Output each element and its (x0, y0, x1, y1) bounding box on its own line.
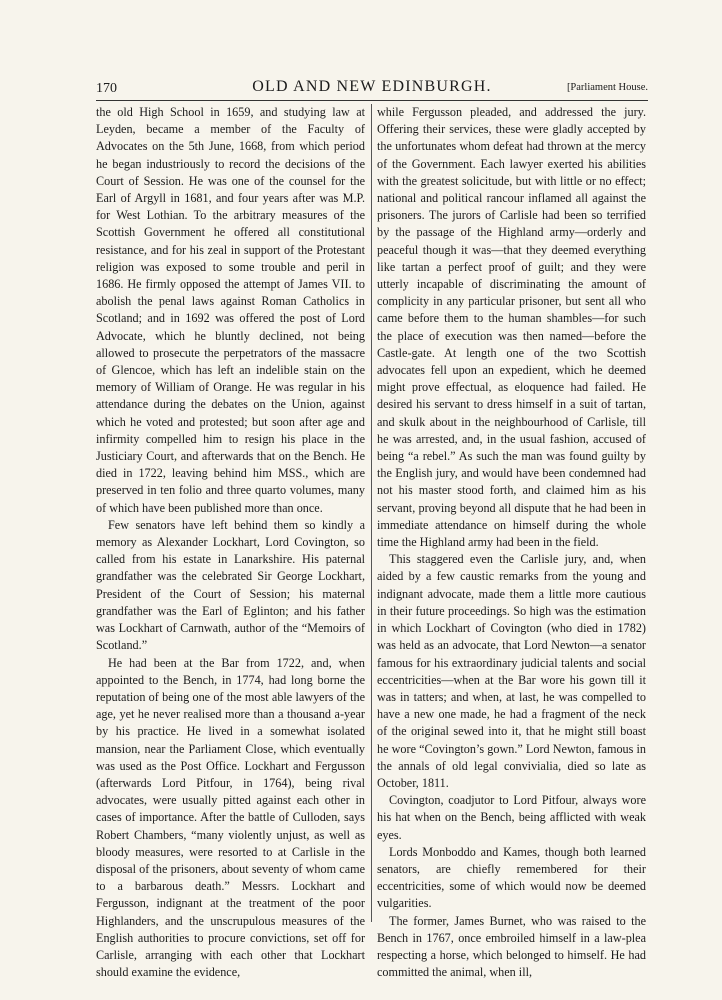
header-rule (96, 100, 648, 101)
running-title: OLD AND NEW EDINBURGH. (252, 78, 492, 95)
paragraph: The former, James Burnet, who was raised to the Bench in 1767, once embroiled himself in a law-plea respecting a horse, which belonged to himself. He had committed the animal, when ill, (377, 913, 646, 980)
section-label: [Parliament House. (566, 82, 648, 93)
paragraph: Lords Monboddo and Kames, though both learned senators, are chiefly remembered for their eccentricities, some of which would now be deemed vulgarities. (377, 844, 646, 911)
paragraph: This staggered even the Carlisle jury, and, when aided by a few caustic remarks from the young and indignant advocate, made them a little more cautious in their future proceedings. So high was the estimation in which Lockhart of Covington (who died in 1782) was held as an advocate, that Lord Newton—a senator famous for his extraordinary judicial talents and social eccentricities—when at the Bar wore his gown till it was in tatters; and when, at last, he was compelled to have a new one made, he had a fragment of the neck of the original sewed into it, that he might still boast he wore “Covington’s gown.” Lord Newton, famous in the annals of old legal convivialia, died so late as October, 1811. (377, 552, 646, 790)
paragraph: while Fergusson pleaded, and addressed the jury. Offering their services, these were gladly accepted by the unfortunates whom defeat had thrown at the mercy of the Government. Each lawyer exerted his abilities with the greatest solicitude, but with little or no effect; national and political rancour inflamed all against the prisoners. The jurors of Carlisle had been so terrified by the passage of the Highland army—orderly and peaceful though it was—that they deemed everything like tartan a perfect proof of guilt; and they were utterly incapable of discriminating the amount of complicity in any particular prisoner, but sent all who came before them to the human shambles—for such the place of execution was then named—before the Castle-gate. At length one of the two Scottish advocates fell upon an expedient, which he deemed might prove effectual, as eloquence had failed. He desired his servant to dress himself in a suit of tartan, and skulk about in the neighbourhood of Carlisle, till he was arrested, and, in the usual fashion, accused of being “a rebel.” As such the man was found guilty by the English jury, and would have been condemned had not his master stood forth, and claimed him as his servant, proving beyond all dispute that he had been in immediate attendance on himself during the whole time the Highland army had been in the field. (377, 105, 646, 550)
paragraph: Few senators have left behind them so kindly a memory as Alexander Lockhart, Lord Covington, so called from his estate in Lanarkshire. His paternal grandfather was the celebrated Sir George Lockhart, President of the Court of Session; his maternal grandfather was the Earl of Eglinton; and his father was Lockhart of Carnwath, author of the “Memoirs of Scotland.” (96, 517, 365, 653)
page-number: 170 (96, 81, 117, 96)
paragraph: He had been at the Bar from 1722, and, when appointed to the Bench, in 1774, had long borne the reputation of being one of the most able lawyers of the age, yet he never realised more than a thousand a-year by his practice. He lived in a somewhat isolated mansion, near the Parliament Close, which eventually was used as the Post Office. Lockhart and Fergusson (afterwards Lord Pitfour, in 1764), being rival advocates, were usually pitted against each other in cases of importance. After the battle of Culloden, says Robert Chambers, “many violently unjust, as well as bloody measures, were resorted to at Carlisle in the disposal of the prisoners, about seventy of whom came to a barbarous death.” Messrs. Lockhart and Fergusson, indignant at the treatment of the poor Highlanders, and the unscrupulous measures of the English authorities to procure convictions, set off for Carlisle, arranging with each other that Lockhart should examine the evidence, (96, 655, 365, 980)
paragraph: Covington, coadjutor to Lord Pitfour, always wore his hat when on the Bench, being afflicted with weak eyes. (377, 793, 646, 842)
right-column (377, 104, 646, 981)
column-divider (371, 104, 372, 922)
page-header (96, 78, 648, 100)
paragraph: the old High School in 1659, and studying law at Leyden, became a member of the Faculty of Advocates on the 5th June, 1668, from which period he began industriously to record the decisions of the Court of Session. He was one of the counsel for the Earl of Argyll in 1681, and four years after was M.P. for West Lothian. To the arbitrary measures of the Scottish Government he offered all constitutional resistance, and for his zeal in support of the Protestant religion was exposed to some trouble and peril in 1686. He firmly opposed the attempt of James VII. to abolish the penal laws against Roman Catholics in Scotland; and in 1692 was offered the post of Lord Advocate, which he bluntly declined, not being allowed to prosecute the perpetrators of the massacre of Glencoe, which has left an indelible stain on the memory of William of Orange. He was regular in his attendance during the debates on the Union, against which he voted and protested; but soon after age and infirmity compelled him to resign his place in the Justiciary Court, and afterwards that on the Bench. He died in 1722, leaving behind him MSS., which are preserved in ten folio and three quarto volumes, many of which have been published more than once. (96, 105, 365, 515)
left-column (96, 104, 365, 981)
